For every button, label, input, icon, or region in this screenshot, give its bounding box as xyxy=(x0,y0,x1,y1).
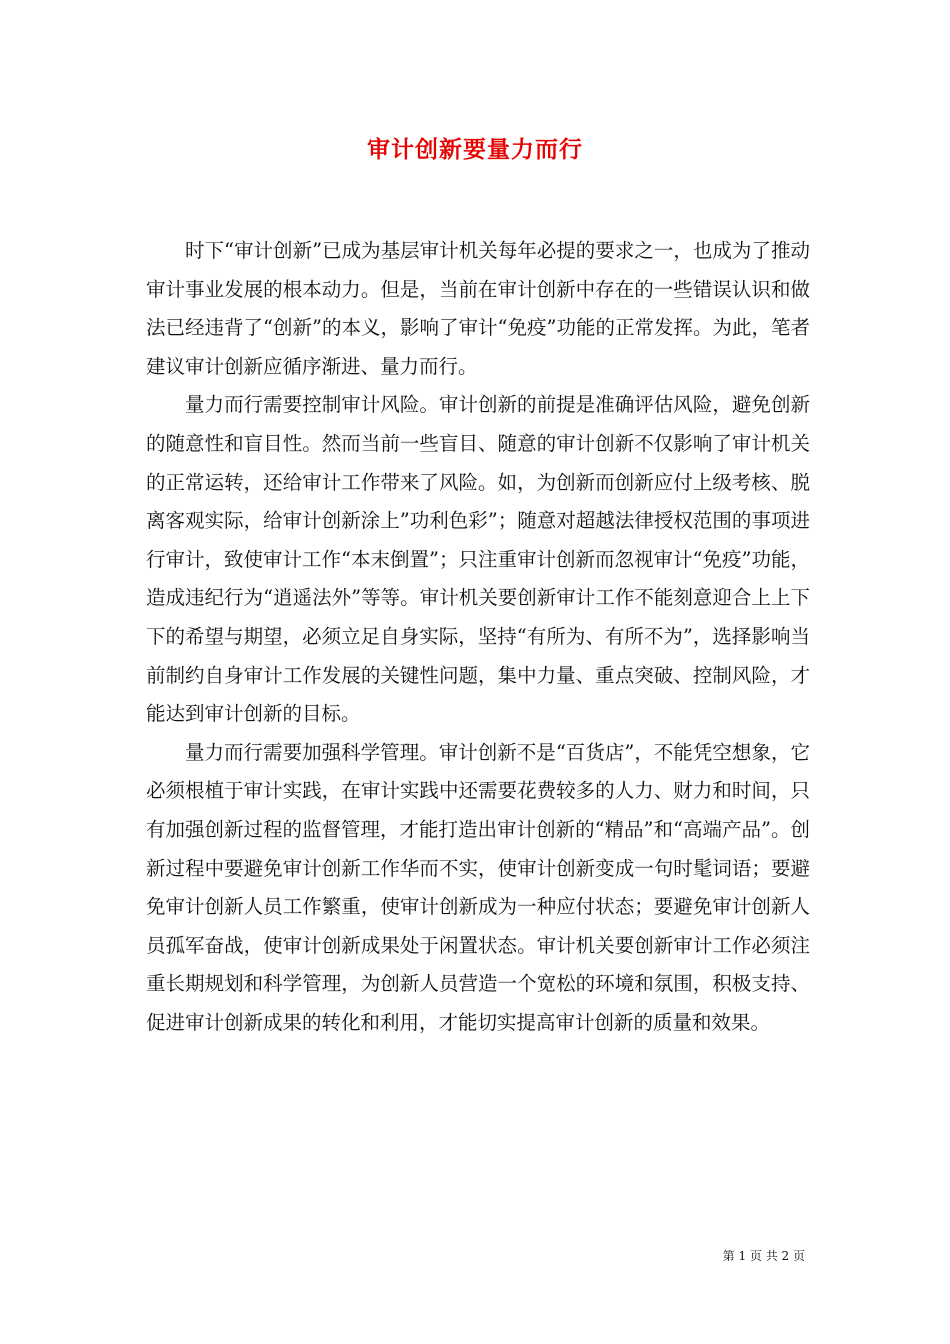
page-number: 第 1 页 共 2 页 xyxy=(722,1249,805,1263)
document-body xyxy=(146,232,810,1042)
paragraph-risk-control: 量力而行需要控制审计风险。审计创新的前提是准确评估风险，避免创新的随意性和盲目性。然而当前一些盲目、随意的审计创新不仅影响了审计机关的正常运转，还给审计工作带来了风险。如，为创新而创新应付上级考核、脱离客观实际，给审计创新涂上”功利色彩”；随意对超越法律授权范围的事项进行审计，致使审计工作“本末倒置”；只注重审计创新而忽视审计“免疫”功能，造成违纪行为“逍遥法外”等等。审计机关要创新审计工作不能刻意迎合上上下下的希望与期望，必须立足自身实际，坚持“有所为、有所不为”，选择影响当前制约自身审计工作发展的关键性问题，集中力量、重点突破、控制风险，才能达到审计创新的目标。 xyxy=(146,393,810,726)
paragraph-intro: 时下“审计创新”已成为基层审计机关每年必提的要求之一，也成为了推动审计事业发展的根本动力。但是，当前在审计创新中存在的一些错误认识和做法已经违背了“创新”的本义，影响了审计“免疫”功能的正常发挥。为此，笔者建议审计创新应循序渐进、量力而行。 xyxy=(146,239,810,378)
page-title: 审计创新要量力而行 xyxy=(367,136,583,163)
paragraph-scientific-management: 量力而行需要加强科学管理。审计创新不是“百货店”，不能凭空想象，它必须根植于审计实践，在审计实践中还需要花费较多的人力、财力和时间，只有加强创新过程的监督管理，才能打造出审计创新的“精品”和“高端产品”。创新过程中要避免审计创新工作华而不实，使审计创新变成一句时髦词语；要避免审计创新人员工作繁重，使审计创新成为一种应付状态；要避免审计创新人员孤军奋战，使审计创新成果处于闲置状态。审计机关要创新审计工作必须注重长期规划和科学管理，为创新人员营造一个宽松的环境和氛围，积极支持、促进审计创新成果的转化和利用，才能切实提高审计创新的质量和效果。 xyxy=(146,740,810,1034)
